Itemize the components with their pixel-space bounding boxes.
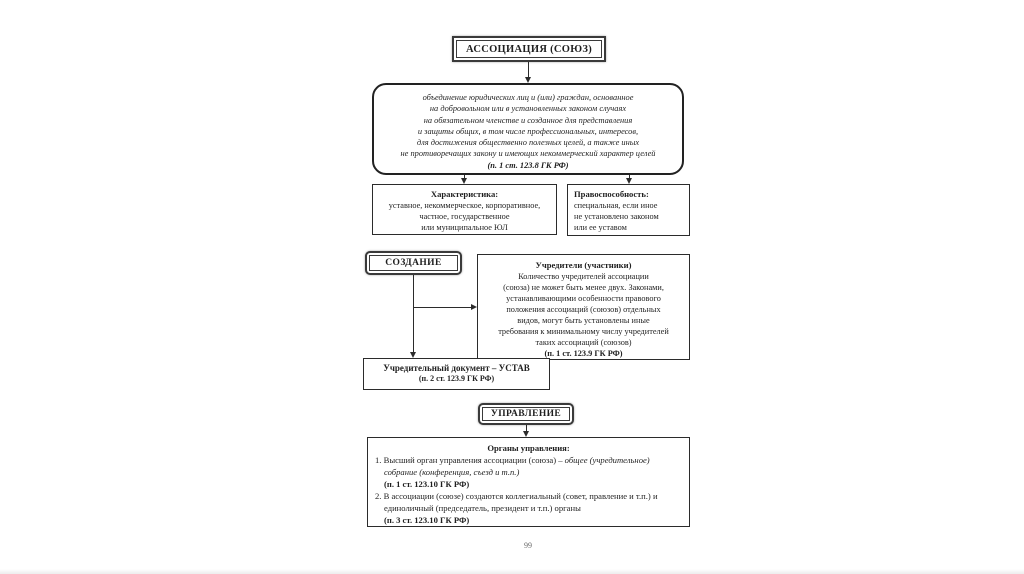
- founders-line: устанавливающими особенности правового: [506, 294, 661, 303]
- founders-title: Учредители (участники): [535, 260, 632, 270]
- definition-line: на обязательном членстве и созданное для представления: [423, 115, 633, 125]
- characteristics-line: уставное, некоммерческое, корпоративное,: [388, 201, 541, 210]
- founders-line: таких ассоциаций (союзов): [535, 338, 632, 347]
- legal-capacity-line: не установлено законом: [574, 212, 659, 221]
- organs-item-1-text: 1. Высший орган управления ассоциации (союза) –: [375, 455, 565, 465]
- charter-title: Учредительный документ – УСТАВ: [383, 363, 530, 373]
- page-bottom-edge: [0, 569, 1024, 574]
- creation-box: [365, 251, 462, 275]
- definition-line: на добровольном или в установленных законом случаях: [429, 104, 627, 114]
- founders-line: требования к минимальному числу учредителей: [498, 327, 669, 336]
- legal-capacity-box: [567, 184, 690, 236]
- founders-line: положения ассоциаций (союзов) отдельных: [506, 305, 661, 314]
- characteristics-line: или муниципальное ЮЛ: [421, 223, 508, 232]
- organs-box: [367, 437, 690, 527]
- organs-item-1: [375, 454, 682, 478]
- organs-item-1-citation: (п. 1 ст. 123.10 ГК РФ): [384, 479, 470, 489]
- founders-box: [477, 254, 690, 360]
- title-box-association: [452, 36, 606, 62]
- connector-creation-founders-line: [413, 307, 471, 308]
- organs-item-2-text: 2. В ассоциации (союзе) создаются коллегиальный (совет, правление и т.п.) и единоличный (председатель, президент и т.п.) органы: [375, 491, 658, 513]
- creation-label: СОЗДАНИЕ: [369, 255, 458, 271]
- charter-citation: (п. 2 ст. 123.9 ГК РФ): [418, 374, 495, 383]
- founders-line: Количество учредителей ассоциации: [518, 272, 649, 281]
- definition-box: [372, 83, 684, 175]
- organs-title: Органы управления:: [487, 443, 570, 453]
- characteristics-line: частное, государственное: [419, 212, 510, 221]
- management-box: [478, 403, 574, 425]
- page-number: 99: [524, 541, 532, 550]
- connector-creation-founders-arrowhead: [471, 304, 477, 310]
- definition-line: не противоречащих закону и имеющих некоммерческий характер целей: [400, 149, 656, 159]
- definition-line: и защиты общих, в том числе профессиональных, интересов,: [417, 126, 639, 136]
- charter-box: [363, 358, 550, 390]
- founders-line: (союза) не может быть менее двух. Законами,: [503, 283, 664, 292]
- definition-line: объединение юридических лиц и (или) граждан, основанное: [422, 93, 634, 102]
- founders-citation: (п. 1 ст. 123.9 ГК РФ): [544, 349, 623, 358]
- legal-capacity-title: Правоспособность:: [574, 189, 649, 199]
- organs-item-1-emphasis: общее (учредительное) собрание (конференция, съезд и т.п.): [384, 455, 650, 477]
- characteristics-title: Характеристика:: [430, 189, 499, 199]
- legal-capacity-line: или ее уставом: [574, 223, 627, 232]
- founders-line: видов, могут быть установлены иные: [517, 316, 650, 325]
- connector-title-definition-line: [528, 62, 529, 78]
- organs-item-2-citation: (п. 3 ст. 123.10 ГК РФ): [384, 515, 470, 525]
- definition-line: для достижения общественно полезных целей, а также иных: [416, 138, 640, 148]
- legal-capacity-line: специальная, если иное: [574, 201, 658, 210]
- management-label: УПРАВЛЕНИЕ: [482, 407, 570, 421]
- connector-creation-down-line: [413, 275, 414, 353]
- definition-citation: (п. 1 ст. 123.8 ГК РФ): [487, 160, 569, 170]
- title-label: АССОЦИАЦИЯ (СОЮЗ): [456, 40, 602, 58]
- characteristics-box: [372, 184, 557, 235]
- organs-item-2: [375, 490, 682, 514]
